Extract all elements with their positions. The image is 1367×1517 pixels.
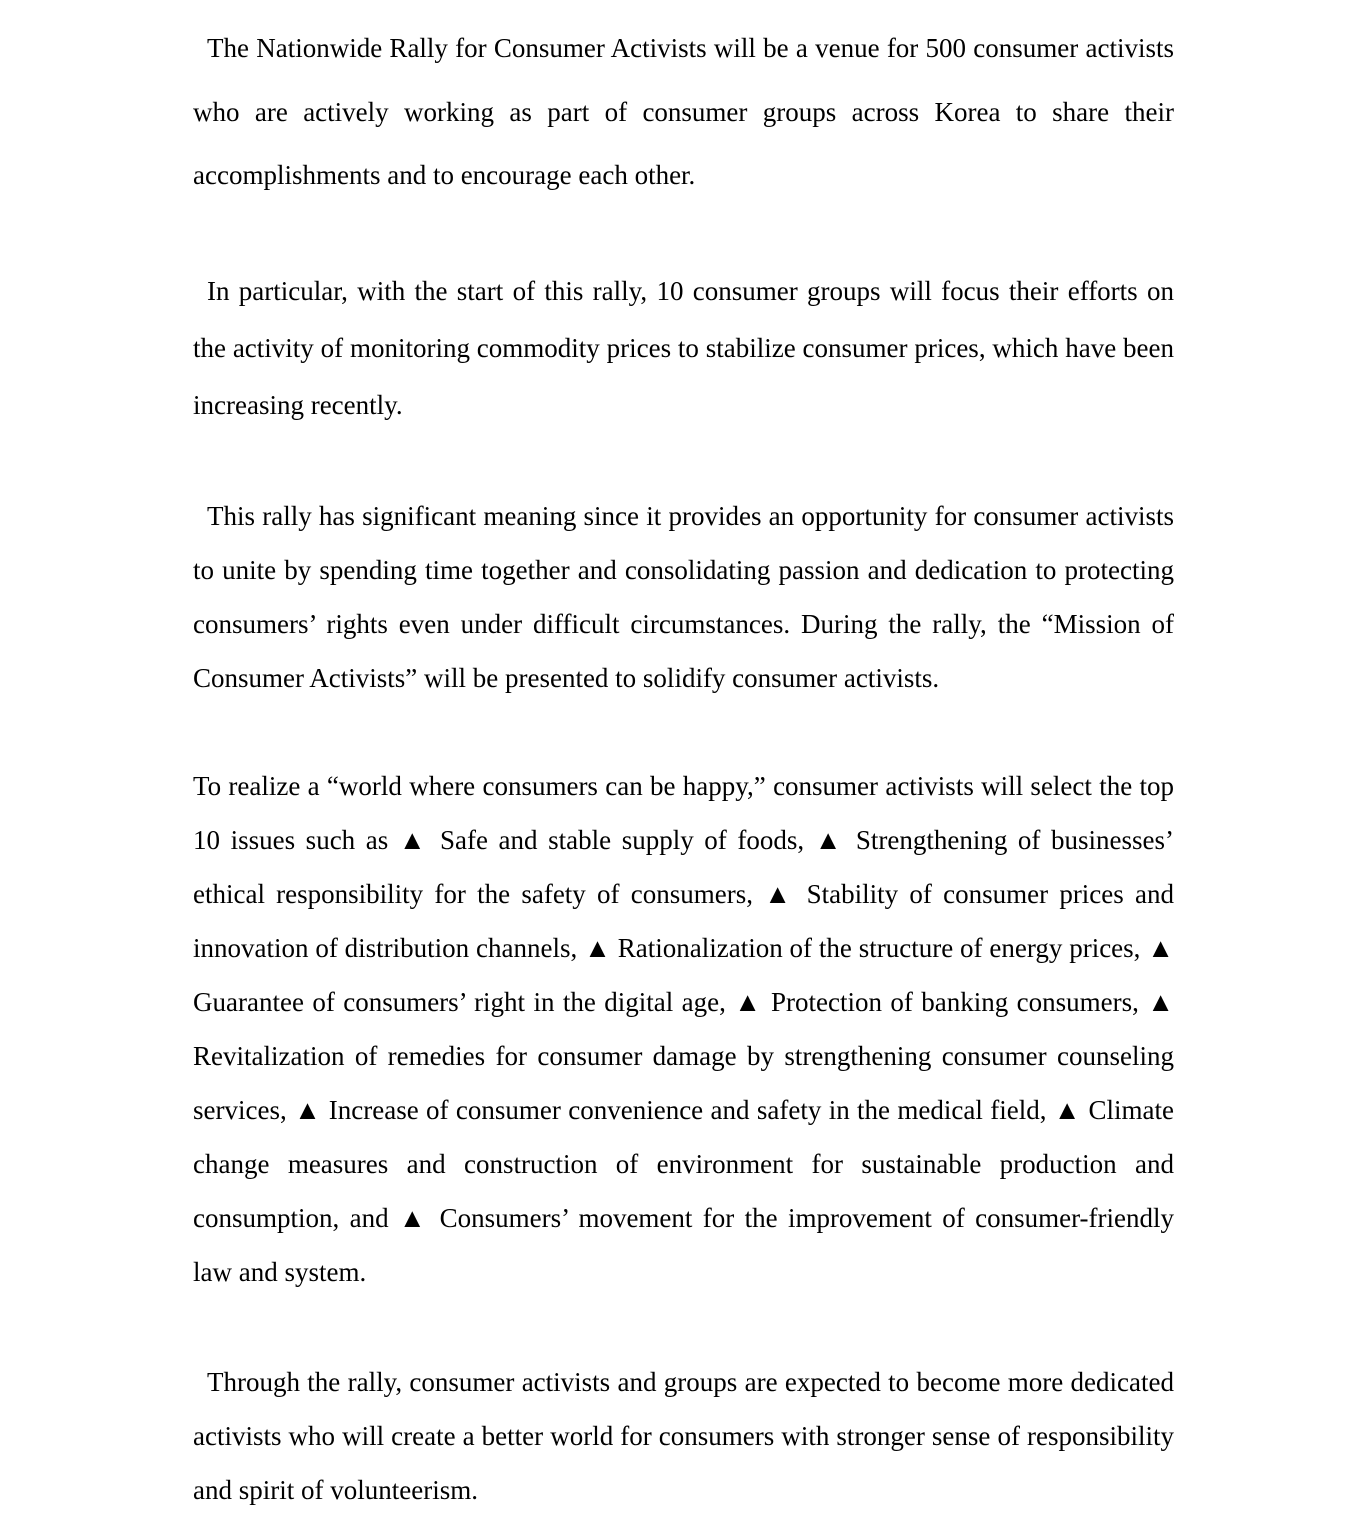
paragraph-rally-meaning: This rally has significant meaning since it provides an opportunity for consumer activists to unite by spending time together and consolidating passion and dedication to protecting consumers’ rights even under difficult circumstances. During the rally, the “Mission of Consumer Activists” will be presented to solidify consumer activists. bbox=[193, 501, 1174, 693]
paragraph-price-monitoring: In particular, with the start of this rally, 10 consumer groups will focus their efforts on the activity of monitoring commodity prices to stabilize consumer prices, which have been increasing recently. bbox=[193, 276, 1174, 420]
paragraph-rally-venue: The Nationwide Rally for Consumer Activists will be a venue for 500 consumer activists who are actively working as part of consumer groups across Korea to share their accomplishments and to encourage each other. bbox=[193, 33, 1174, 190]
paragraph-top-10-issues: To realize a “world where consumers can be happy,” consumer activists will select the top 10 issues such as ▲ Safe and stable supply of foods, ▲ Strengthening of businesses’ ethical responsibility for the safety of consumers, ▲ Stability of consumer prices and innovation of distribution channels, ▲ Rationalization of the structure of energy prices, ▲ Guarantee of consumers’ right in the digital age, ▲ Protection of banking consumers, ▲ Revitalization of remedies for consumer damage by strengthening consumer counseling services, ▲ Increase of consumer convenience and safety in the medical field, ▲ Climate change measures and construction of environment for sustainable production and consumption, and ▲ Consumers’ movement for the improvement of consumer-friendly law and system. bbox=[193, 771, 1174, 1287]
paragraph-rally-outcome: Through the rally, consumer activists and groups are expected to become more dedicated activists who will create a better world for consumers with stronger sense of responsibility and spirit of volunteerism. bbox=[193, 1367, 1174, 1505]
